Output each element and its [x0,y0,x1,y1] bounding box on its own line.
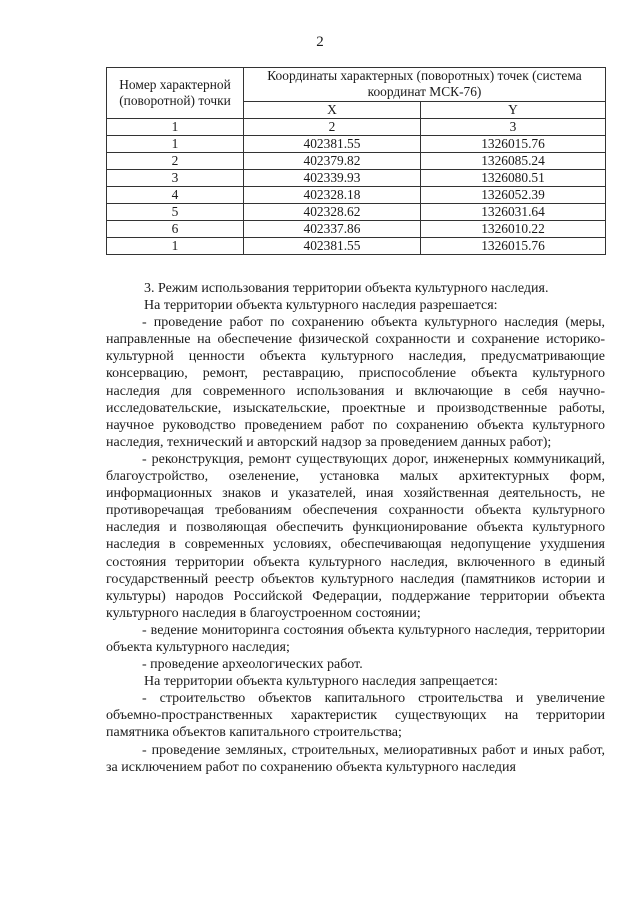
coord-x: 402337.86 [244,220,421,237]
coord-x: 402381.55 [244,135,421,152]
coord-y: 1326052.39 [421,186,606,203]
coord-x: 402328.62 [244,203,421,220]
table-row [107,220,606,237]
point-number: 4 [107,186,244,203]
point-number: 2 [107,152,244,169]
allowed-item-monitoring: - ведение мониторинга состояния объекта культурного наследия, территории объекта культурного наследия; [106,622,605,655]
index-cell: 1 [107,118,244,135]
allowed-item-reconstruction: - реконструкция, ремонт существующих дорог, инженерных коммуникаций, благоустройство, озеленение, установка малых архитектурных форм, информационных знаков и указателей, иная хозяйственная деятельность, не противоречащая требованиям обеспечения сохранности объекта культурного наследия и позволяющая обеспечить функционирование объекта культурного наследия в современных условиях, обеспечивающая недопущение ухудшения состояния территории объекта культурного наследия, включенного в единый государственный реестр объектов культурного наследия (памятников истории и культуры) народов Российской Федерации, поддержание территории объекта культурного наследия в благоустроенном состоянии; [106,451,605,621]
coord-y: 1326015.76 [421,135,606,152]
allowed-item-preservation: - проведение работ по сохранению объекта культурного наследия (меры, направленные на обеспечение физической сохранности и сохранение историко-культурной ценности объекта культурного наследия, предусматривающие консервацию, ремонт, реставрацию, приспособление объекта культурного наследия для современного использования и включающие в себя научно-исследовательские, изыскательские, проектные и производственные работы, научное руководство проведением работ по сохранению объекта культурного наследия, технический и авторский надзор за проведением данных работ); [106,315,605,450]
coord-x: 402381.55 [244,237,421,254]
prohibited-item-earthworks: - проведение земляных, строительных, мелиоративных работ и иных работ, за исключением работ по сохранению объекта культурного наследия [106,742,605,775]
coord-y: 1326085.24 [421,152,606,169]
coord-y: 1326031.64 [421,203,606,220]
index-cell: 2 [244,118,421,135]
table-row [107,186,606,203]
coord-y: 1326015.76 [421,237,606,254]
page-number: 2 [316,34,324,50]
coordinates-table [106,67,606,255]
table-row [107,237,606,254]
header-y: Y [421,101,606,118]
point-number: 5 [107,203,244,220]
table-row [107,169,606,186]
header-coordinates: Координаты характерных (поворотных) точек (система координат МСК-76) [244,68,606,102]
header-x: X [244,101,421,118]
table-row [107,152,606,169]
table-row [107,135,606,152]
header-point-number: Номер характерной (поворотной) точки [107,68,244,119]
coord-x: 402379.82 [244,152,421,169]
section-heading: 3. Режим использования территории объекта культурного наследия. [144,281,549,296]
table-header-row [107,68,606,102]
prohibited-intro: На территории объекта культурного наследия запрещается: [144,674,498,690]
index-cell: 3 [421,118,606,135]
coord-x: 402339.93 [244,169,421,186]
table-row [107,203,606,220]
document-body [106,280,605,776]
allowed-item-archaeology: - проведение археологических работ. [142,657,363,673]
coord-y: 1326010.22 [421,220,606,237]
coord-x: 402328.18 [244,186,421,203]
point-number: 6 [107,220,244,237]
coord-y: 1326080.51 [421,169,606,186]
point-number: 1 [107,237,244,254]
prohibited-item-construction: - строительство объектов капитального строительства и увеличение объемно-пространственных характеристик существующих на территории памятника объектов капитального строительства; [106,691,605,741]
allowed-intro: На территории объекта культурного наследия разрешается: [144,298,498,314]
point-number: 1 [107,135,244,152]
table-index-row [107,118,606,135]
point-number: 3 [107,169,244,186]
